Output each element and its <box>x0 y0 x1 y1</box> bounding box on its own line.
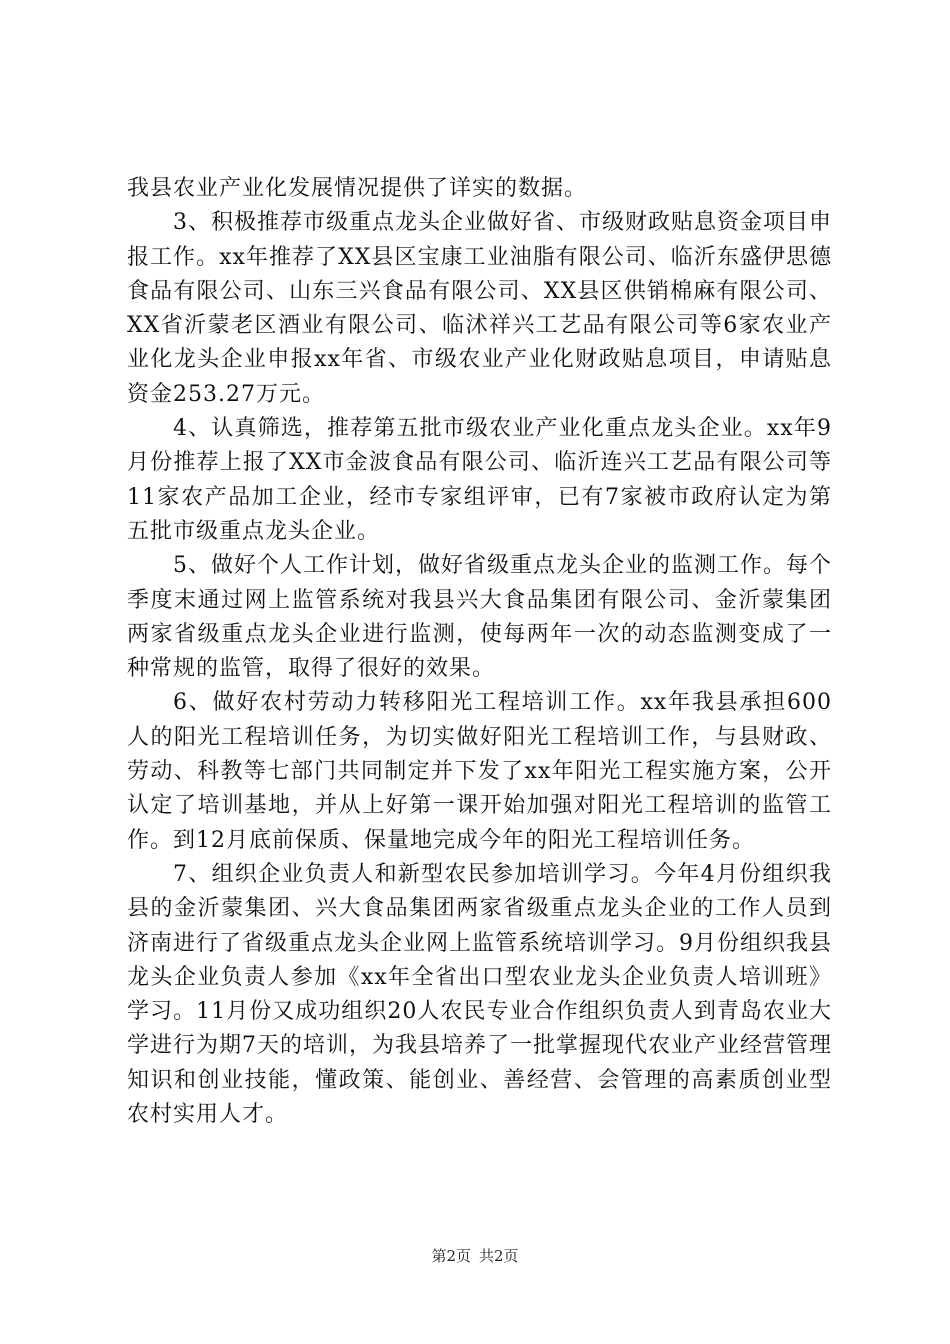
page-total: 共2页 <box>479 1247 519 1265</box>
paragraph-item-7: 7、组织企业负责人和新型农民参加培训学习。今年4月份组织我县的金沂蒙集团、兴大食品集团两家省级重点龙头企业的工作人员到济南进行了省级重点龙头企业网上监管系统培训学习。9月份组织我县龙头企业负责人参加《xx年全省出口型农业龙头企业负责人培训班》学习。11月份又成功组织20人农民专业合作组织负责人到青岛农业大学进行为期7天的培训，为我县培养了一批掌握现代农业产业经营管理知识和创业技能，懂政策、能创业、善经营、会管理的高素质创业型农村实用人才。 <box>127 861 832 1128</box>
paragraph-item-5: 5、做好个人工作计划，做好省级重点龙头企业的监测工作。每个季度末通过网上监管系统对我县兴大食品集团有限公司、金沂蒙集团两家省级重点龙头企业进行监测，使每两年一次的动态监测变成了一种常规的监管，取得了很好的效果。 <box>127 553 832 682</box>
page-number: 第2页 <box>431 1247 471 1265</box>
paragraph-continuation: 我县农业产业化发展情况提供了详实的数据。 <box>127 176 588 201</box>
paragraph-item-6: 6、做好农村劳动力转移阳光工程培训工作。xx年我县承担600人的阳光工程培训任务，为切实做好阳光工程培训工作，与县财政、劳动、科教等七部门共同制定并下发了xx年阳光工程实施方案，公开认定了培训基地，并从上好第一课开始加强对阳光工程培训的监管工作。到12月底前保质、保量地完成今年的阳光工程培训任务。 <box>127 690 832 853</box>
paragraph-item-4: 4、认真筛选，推荐第五批市级农业产业化重点龙头企业。xx年9月份推荐上报了XX市金波食品有限公司、临沂连兴工艺品有限公司等11家农产品加工企业，经市专家组评审，已有7家被市政府认定为第五批市级重点龙头企业。 <box>127 416 832 544</box>
document-body <box>127 172 832 1132</box>
paragraph-item-3: 3、积极推荐市级重点龙头企业做好省、市级财政贴息资金项目申报工作。xx年推荐了XX县区宝康工业油脂有限公司、临沂东盛伊思德食品有限公司、山东三兴食品有限公司、XX县区供销棉麻有限公司、XX省沂蒙老区酒业有限公司、临沭祥兴工艺品有限公司等6家农业产业化龙头企业申报xx年省、市级农业产业化财政贴息项目，申请贴息资金253.27万元。 <box>127 210 832 407</box>
page-footer <box>0 1245 950 1266</box>
